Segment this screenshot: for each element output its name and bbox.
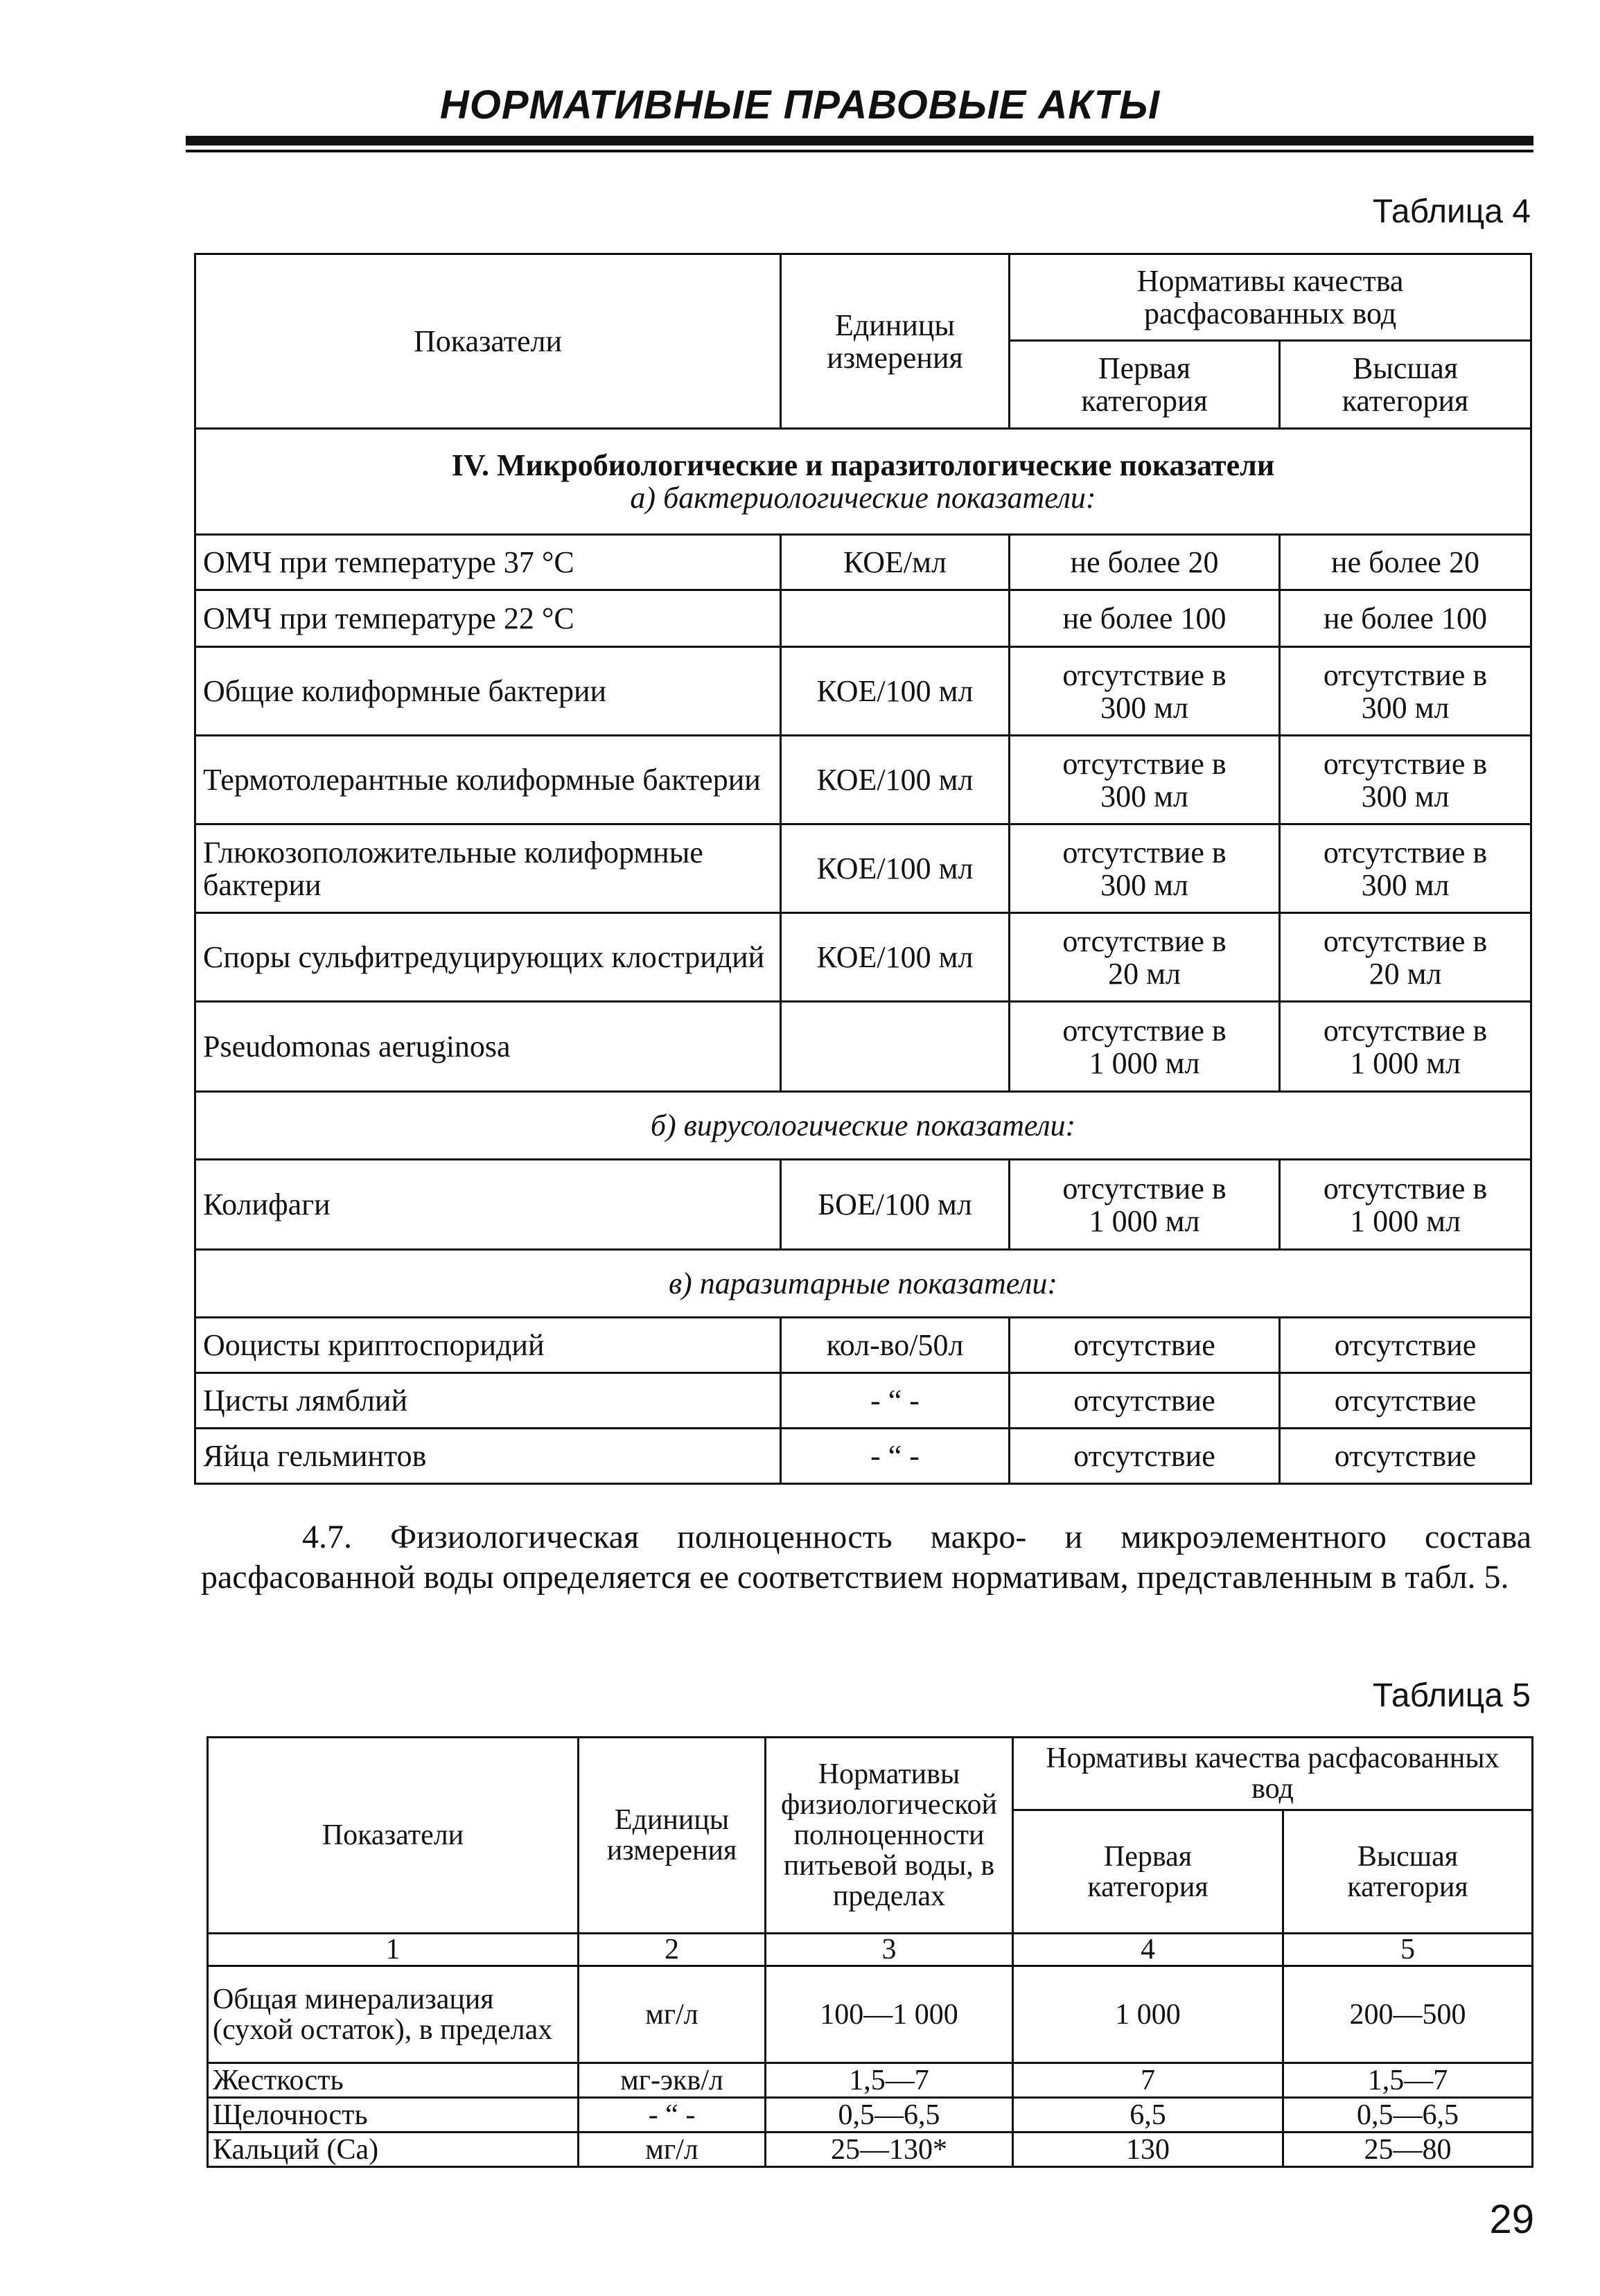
table-row (195, 590, 1531, 647)
col-header-highest: Высшая категория (1280, 341, 1531, 429)
row-name: Общая минерализация (сухой остаток), в пределах (208, 1966, 579, 2063)
row-first: 1 000 (1013, 1966, 1283, 2063)
row-unit: КОЕ/100 мл (781, 736, 1010, 824)
col-header-indicator: Показатели (195, 254, 781, 429)
row-name: Кальций (Са) (208, 2132, 579, 2167)
row-highest: отсутствие (1280, 1318, 1531, 1373)
table-5 (206, 1736, 1533, 2168)
row-first: отсутствие в 1 000 мл (1010, 1002, 1280, 1092)
table-row (208, 1966, 1533, 2063)
row-name: Общие колиформные бактерии (195, 647, 781, 736)
row-first: отсутствие в 1 000 мл (1010, 1160, 1280, 1250)
row-unit: БОЕ/100 мл (781, 1160, 1010, 1250)
col-header-norms: Нормативы качества расфасованных вод (1013, 1738, 1533, 1810)
col-header-units: Единицы измерения (579, 1738, 766, 1934)
row-name: Споры сульфитредуцирующих клостридий (195, 913, 781, 1002)
row-highest: 1,5—7 (1283, 2063, 1533, 2098)
row-first: отсутствие в 300 мл (1010, 736, 1280, 824)
row-unit (781, 590, 1010, 647)
row-highest: не более 100 (1280, 590, 1531, 647)
row-first: не более 100 (1010, 590, 1280, 647)
subsection-virology: б) вирусологические показатели: (195, 1092, 1531, 1160)
col-header-first: Первая категория (1013, 1810, 1283, 1934)
row-unit: КОЕ/мл (781, 535, 1010, 590)
row-name: Яйца гельминтов (195, 1429, 781, 1484)
section-subtitle: а) бактериологические показатели: (630, 481, 1096, 515)
table-row (195, 1002, 1531, 1092)
table5-caption: Таблица 5 (1372, 1677, 1531, 1714)
table-row (208, 2132, 1533, 2167)
row-highest: отсутствие (1280, 1429, 1531, 1484)
row-first: 6,5 (1013, 2098, 1283, 2132)
row-physio: 0,5—6,5 (766, 2098, 1013, 2132)
table4-caption: Таблица 4 (1372, 193, 1531, 230)
row-highest: не более 20 (1280, 535, 1531, 590)
row-unit: мг/л (579, 2132, 766, 2167)
row-physio: 1,5—7 (766, 2063, 1013, 2098)
table-row (195, 1160, 1531, 1250)
running-header: НОРМАТИВНЫЕ ПРАВОВЫЕ АКТЫ (439, 82, 1161, 127)
row-unit: - “ - (781, 1429, 1010, 1484)
row-unit: КОЕ/100 мл (781, 647, 1010, 736)
row-name: Pseudomonas aeruginosa (195, 1002, 781, 1092)
section-header (195, 429, 1531, 535)
table-row (195, 647, 1531, 736)
row-highest: отсутствие в 1 000 мл (1280, 1002, 1531, 1092)
row-unit: кол-во/50л (781, 1318, 1010, 1373)
row-highest: отсутствие в 1 000 мл (1280, 1160, 1531, 1250)
row-unit: КОЕ/100 мл (781, 824, 1010, 913)
row-first: 130 (1013, 2132, 1283, 2167)
row-first: отсутствие (1010, 1429, 1280, 1484)
table-row (195, 1373, 1531, 1429)
table-row (195, 736, 1531, 824)
row-name: ОМЧ при температуре 22 °С (195, 590, 781, 647)
section-title: IV. Микробиологические и паразитологические показатели (451, 448, 1275, 482)
column-number: 2 (579, 1934, 766, 1966)
row-unit: - “ - (579, 2098, 766, 2132)
table-row (195, 1318, 1531, 1373)
row-highest: 200—500 (1283, 1966, 1533, 2063)
column-number: 5 (1283, 1934, 1533, 1966)
row-name: Щелочность (208, 2098, 579, 2132)
column-number: 1 (208, 1934, 579, 1966)
col-header-highest: Высшая категория (1283, 1810, 1533, 1934)
row-highest: 0,5—6,5 (1283, 2098, 1533, 2132)
row-physio: 100—1 000 (766, 1966, 1013, 2063)
row-unit: КОЕ/100 мл (781, 913, 1010, 1002)
page-number: 29 (1489, 2197, 1534, 2242)
row-first: отсутствие (1010, 1318, 1280, 1373)
row-first: отсутствие в 20 мл (1010, 913, 1280, 1002)
table-row (195, 1429, 1531, 1484)
column-number: 3 (766, 1934, 1013, 1966)
row-first: не более 20 (1010, 535, 1280, 590)
row-name: Колифаги (195, 1160, 781, 1250)
table-4 (194, 253, 1532, 1485)
row-highest: 25—80 (1283, 2132, 1533, 2167)
row-name: ОМЧ при температуре 37 °С (195, 535, 781, 590)
row-first: отсутствие в 300 мл (1010, 824, 1280, 913)
col-header-norms: Нормативы качества расфасованных вод (1010, 254, 1531, 341)
row-name: Цисты лямблий (195, 1373, 781, 1429)
row-highest: отсутствие в 300 мл (1280, 824, 1531, 913)
col-header-physio: Нормативы физиологической полноценности питьевой воды, в пределах (766, 1738, 1013, 1934)
row-unit (781, 1002, 1010, 1092)
col-header-units: Единицы измерения (781, 254, 1010, 429)
row-first: отсутствие в 300 мл (1010, 647, 1280, 736)
row-unit: мг-экв/л (579, 2063, 766, 2098)
row-unit: - “ - (781, 1373, 1010, 1429)
row-name: Термотолерантные колиформные бактерии (195, 736, 781, 824)
row-physio: 25—130* (766, 2132, 1013, 2167)
header-rule (186, 136, 1533, 145)
table-row (195, 535, 1531, 590)
column-number: 4 (1013, 1934, 1283, 1966)
subsection-parasites: в) паразитарные показатели: (195, 1250, 1531, 1318)
row-unit: мг/л (579, 1966, 766, 2063)
table-row (208, 2098, 1533, 2132)
row-name: Глюкозоположительные колиформные бактерии (195, 824, 781, 913)
row-highest: отсутствие (1280, 1373, 1531, 1429)
table-row (195, 913, 1531, 1002)
row-highest: отсутствие в 300 мл (1280, 647, 1531, 736)
row-name: Жесткость (208, 2063, 579, 2098)
col-header-first: Первая категория (1010, 341, 1280, 429)
table-row (195, 824, 1531, 913)
row-first: 7 (1013, 2063, 1283, 2098)
col-header-indicator: Показатели (208, 1738, 579, 1934)
row-highest: отсутствие в 20 мл (1280, 913, 1531, 1002)
column-numbers (208, 1934, 1533, 1966)
body-paragraph: 4.7. Физиологическая полноценность макро- и микроэлементного состава расфасованной воды определяется ее соответствием нормативам, представленным в табл. 5. (201, 1519, 1531, 1596)
row-highest: отсутствие в 300 мл (1280, 736, 1531, 824)
table-row (208, 2063, 1533, 2098)
header-rule-thin (186, 150, 1533, 152)
row-first: отсутствие (1010, 1373, 1280, 1429)
row-name: Ооцисты криптоспоридий (195, 1318, 781, 1373)
